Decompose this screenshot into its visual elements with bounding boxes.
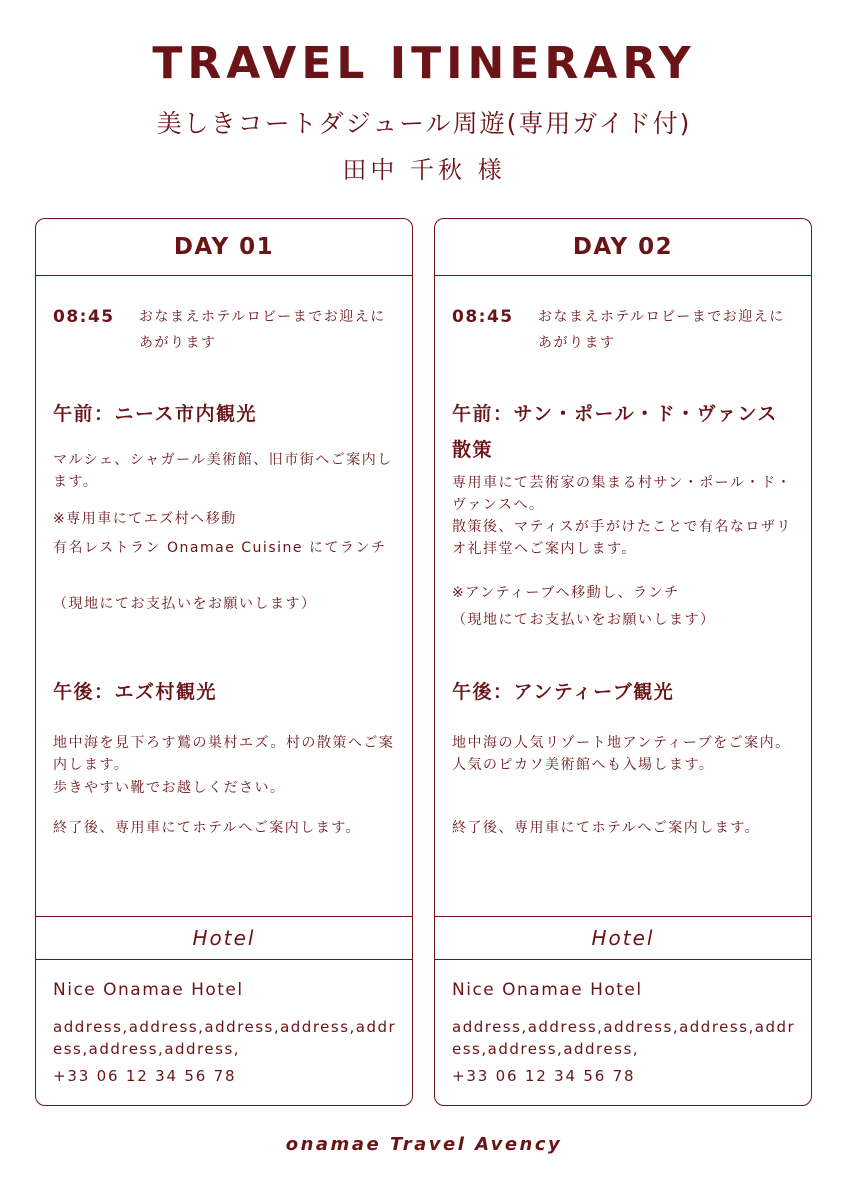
pickup-time: 08:45 bbox=[53, 307, 115, 327]
hotel-phone: +33 06 12 34 56 78 bbox=[53, 1067, 237, 1085]
lunch-note: （現地にてお支払いをお願いします） bbox=[452, 612, 716, 628]
closing-text: 終了後、専用車にてホテルへご案内します。 bbox=[452, 820, 761, 836]
hotel-heading: Hotel bbox=[36, 916, 412, 960]
day-schedule bbox=[452, 276, 797, 916]
pickup-row bbox=[53, 306, 398, 356]
pickup-row bbox=[452, 306, 797, 356]
page-title: TRAVEL ITINERARY bbox=[152, 38, 696, 89]
day-card-1 bbox=[35, 218, 413, 1106]
morning-title: 午前：サン・ポール・ド・ヴァンス散策 bbox=[452, 403, 778, 461]
guest-name: 田中 千秋 様 bbox=[342, 156, 506, 184]
tour-subtitle: 美しきコートダジュール周遊(専用ガイド付) bbox=[156, 109, 692, 138]
morning-text: 専用車にて芸術家の集まる村サン・ポール・ド・ヴァンスへ。 bbox=[452, 475, 793, 513]
transfer-note: ※専用車にてエズ村へ移動 bbox=[53, 511, 237, 527]
lunch-note: （現地にてお支払いをお願いします） bbox=[53, 596, 317, 612]
hotel-name: Nice Onamae Hotel bbox=[53, 980, 244, 1000]
day-heading: DAY 01 bbox=[36, 219, 412, 276]
hotel-heading: Hotel bbox=[435, 916, 811, 960]
day-card-2 bbox=[434, 218, 812, 1106]
morning-text: マルシェ、シャガール美術館、旧市街へご案内します。 bbox=[53, 452, 393, 490]
hotel-address: address,address,address,address,address,address,address, bbox=[53, 1018, 397, 1058]
day-heading: DAY 02 bbox=[435, 219, 811, 276]
closing-text: 終了後、専用車にてホテルへご案内します。 bbox=[53, 820, 362, 836]
transfer-note: ※アンティーブへ移動し、ランチ bbox=[452, 585, 680, 601]
hotel-name: Nice Onamae Hotel bbox=[452, 980, 643, 1000]
hotel-phone: +33 06 12 34 56 78 bbox=[452, 1067, 636, 1085]
pickup-time: 08:45 bbox=[452, 307, 514, 327]
day-schedule bbox=[53, 276, 398, 916]
lunch-text: 有名レストラン Onamae Cuisine にてランチ bbox=[53, 540, 387, 556]
afternoon-text: 地中海の人気リゾート地アンティーブをご案内。人気のピカソ美術館へも入場します。 bbox=[452, 735, 791, 773]
morning-title: 午前：ニース市内観光 bbox=[53, 403, 258, 425]
afternoon-text: 地中海を見下ろす鷲の巣村エズ。村の散策へご案内します。 bbox=[53, 735, 395, 773]
pickup-text: おなまえホテルロビーまでお迎えにあがります bbox=[538, 309, 785, 351]
agency-name: onamae Travel Avency bbox=[285, 1134, 563, 1155]
afternoon-note: 歩きやすい靴でお越しください。 bbox=[53, 780, 286, 796]
afternoon-title: 午後：エズ村観光 bbox=[53, 681, 218, 703]
hotel-address: address,address,address,address,address,address,address, bbox=[452, 1018, 796, 1058]
morning-text-2: 散策後、マティスが手がけたことで有名なロザリオ礼拝堂へご案内します。 bbox=[452, 519, 792, 557]
afternoon-title: 午後：アンティーブ観光 bbox=[452, 681, 675, 703]
pickup-text: おなまえホテルロビーまでお迎えにあがります bbox=[139, 309, 386, 351]
